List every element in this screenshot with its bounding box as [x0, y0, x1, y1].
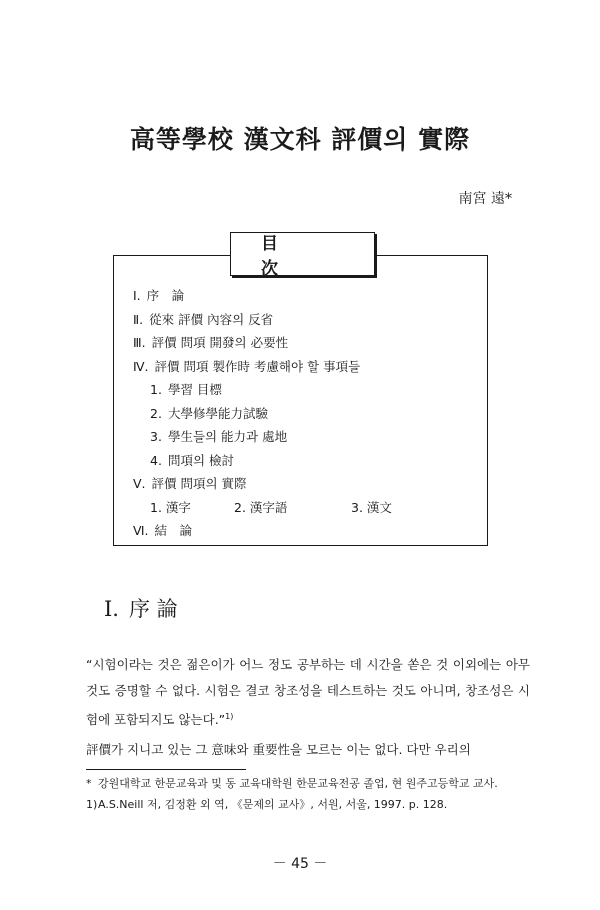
toc-subitem: 2. 大學修學能力試驗 — [150, 405, 268, 421]
toc-heading: 目 次 — [230, 232, 375, 276]
toc-item: Ⅴ. 評價 問項의 實際 — [133, 476, 247, 491]
toc-item: Ⅰ. 序 論 — [133, 288, 185, 303]
toc-item: Ⅱ. 從來 評價 內容의 反省 — [133, 311, 274, 327]
footnote: 1) A.S.Neill 저, 김정환 외 역, 《문제의 교사》, 서원, 서울, 1997. p. 128. — [86, 798, 448, 811]
toc-subitem: 1. 學習 目標 — [150, 382, 222, 397]
toc-subitem: 4. 問項의 檢討 — [150, 452, 234, 468]
toc-subitem: 3. 學生들의 能力과 處地 — [150, 429, 288, 444]
paper-title: 高等學校 漢文科 評價의 實際 — [129, 125, 471, 154]
toc-item: Ⅳ. 評價 問項 製作時 考慮해야 할 事項들 — [133, 358, 361, 374]
author-name: 南宮 遠* — [458, 191, 512, 207]
toc-subitem: 3. 漢文 — [351, 499, 392, 515]
footnote-rule — [86, 769, 246, 770]
toc-item: Ⅲ. 評價 問項 開發의 必要性 — [133, 335, 289, 350]
toc-subitem: 2. 漢字語 — [234, 499, 288, 515]
toc-item: Ⅵ. 結 論 — [133, 523, 193, 538]
footnote-ref: 1) — [225, 712, 234, 721]
footnote: * 강원대학교 한문교육과 및 동 교육대학원 한문교육전공 졸업, 현 원주고등학교 교사. — [86, 777, 498, 790]
epigraph-quote: “시험이라는 것은 젊은이가 어느 정도 공부하는 데 시간을 쏟은 것 이외에는 아무것도 증명할 수 없다. 시험은 결코 창조성을 테스트하는 것도 아니며, 창조성은 시험에 포함되지도 않는다.”$^{1)}$ — [86, 657, 530, 728]
toc-list — [133, 284, 473, 543]
section-heading: Ⅰ. 序 論 — [104, 597, 178, 621]
body-paragraph: 評價가 지니고 있는 그 意味와 重要性을 모르는 이는 없다. 다만 우리의 — [86, 742, 471, 757]
page-number: － 45 － — [272, 856, 328, 872]
footnotes — [86, 775, 532, 813]
toc-subitems-row — [133, 496, 473, 520]
toc-subitem: 1. 漢字 — [150, 499, 191, 515]
